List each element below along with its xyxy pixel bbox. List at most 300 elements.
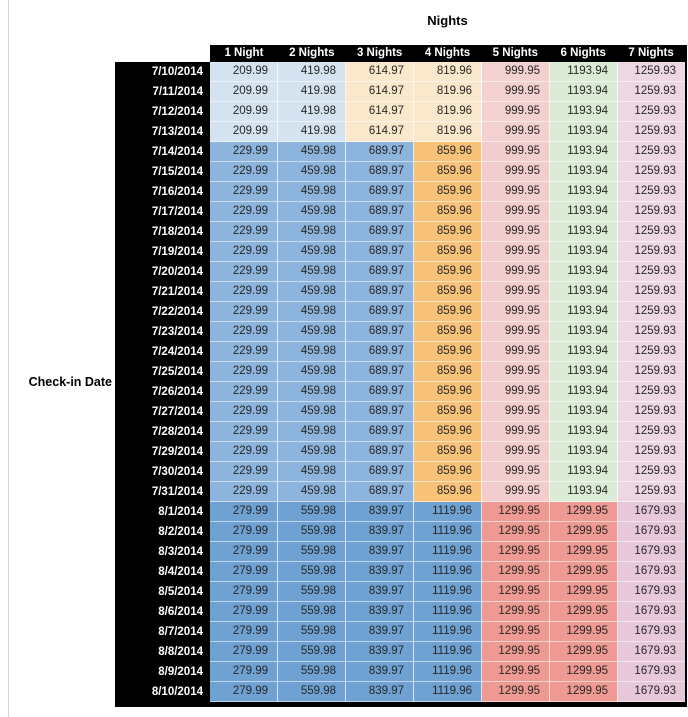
price-cell[interactable]: 279.99 (210, 682, 278, 702)
price-cell[interactable]: 1299.95 (482, 622, 550, 642)
price-cell[interactable]: 559.98 (278, 662, 346, 682)
price-cell[interactable]: 1679.93 (618, 582, 685, 602)
table-row (115, 362, 685, 382)
price-cell[interactable]: 689.97 (346, 142, 414, 162)
price-cell[interactable]: 1299.95 (482, 502, 550, 522)
price-cell[interactable]: 999.95 (482, 402, 550, 422)
table-row (115, 442, 685, 462)
price-cell[interactable]: 1119.96 (414, 542, 482, 562)
price-cell[interactable]: 1259.93 (618, 382, 685, 402)
price-cell[interactable]: 1259.93 (618, 242, 685, 262)
checkin-date-cell[interactable]: 7/14/2014 (115, 142, 210, 162)
price-cell[interactable]: 999.95 (482, 102, 550, 122)
price-cell[interactable]: 839.97 (346, 622, 414, 642)
price-cell[interactable]: 999.95 (482, 382, 550, 402)
table-row (115, 642, 685, 662)
price-cell[interactable]: 839.97 (346, 602, 414, 622)
price-cell[interactable]: 1193.94 (550, 422, 618, 442)
price-cell[interactable]: 1193.94 (550, 362, 618, 382)
price-cell[interactable]: 279.99 (210, 522, 278, 542)
price-cell[interactable]: 1193.94 (550, 162, 618, 182)
table-row (115, 202, 685, 222)
price-cell[interactable]: 559.98 (278, 582, 346, 602)
price-cell[interactable]: 1259.93 (618, 222, 685, 242)
price-cell[interactable]: 209.99 (210, 82, 278, 102)
price-cell[interactable]: 1119.96 (414, 622, 482, 642)
price-cell[interactable]: 1679.93 (618, 642, 685, 662)
table-row (115, 682, 685, 702)
price-cell[interactable]: 229.99 (210, 482, 278, 502)
price-cell[interactable]: 689.97 (346, 442, 414, 462)
price-cell[interactable]: 689.97 (346, 302, 414, 322)
price-cell[interactable]: 689.97 (346, 482, 414, 502)
price-cell[interactable]: 999.95 (482, 282, 550, 302)
price-cell[interactable]: 839.97 (346, 542, 414, 562)
price-cell[interactable]: 459.98 (278, 222, 346, 242)
price-cell[interactable]: 459.98 (278, 382, 346, 402)
price-cell[interactable]: 1679.93 (618, 542, 685, 562)
price-cell[interactable]: 1299.95 (482, 602, 550, 622)
price-cell[interactable]: 689.97 (346, 182, 414, 202)
price-cell[interactable]: 1259.93 (618, 302, 685, 322)
price-cell[interactable]: 1299.95 (550, 582, 618, 602)
price-cell[interactable]: 1299.95 (550, 502, 618, 522)
price-cell[interactable]: 1193.94 (550, 122, 618, 142)
checkin-date-cell[interactable]: 7/30/2014 (115, 462, 210, 482)
price-cell[interactable]: 689.97 (346, 202, 414, 222)
price-cell[interactable]: 839.97 (346, 682, 414, 702)
price-cell[interactable]: 1193.94 (550, 222, 618, 242)
price-cell[interactable]: 1259.93 (618, 142, 685, 162)
checkin-date-cell[interactable]: 7/22/2014 (115, 302, 210, 322)
checkin-date-cell[interactable]: 8/5/2014 (115, 582, 210, 602)
price-cell[interactable]: 229.99 (210, 142, 278, 162)
price-table (115, 45, 687, 707)
price-cell[interactable]: 819.96 (414, 82, 482, 102)
price-cell[interactable]: 859.96 (414, 422, 482, 442)
price-cell[interactable]: 839.97 (346, 662, 414, 682)
price-cell[interactable]: 1193.94 (550, 322, 618, 342)
price-cell[interactable]: 859.96 (414, 282, 482, 302)
price-cell[interactable]: 1679.93 (618, 502, 685, 522)
price-cell[interactable]: 999.95 (482, 142, 550, 162)
price-cell[interactable]: 859.96 (414, 382, 482, 402)
price-cell[interactable]: 859.96 (414, 362, 482, 382)
price-cell[interactable]: 689.97 (346, 422, 414, 442)
table-row (115, 302, 685, 322)
price-cell[interactable]: 999.95 (482, 182, 550, 202)
table-row (115, 482, 685, 502)
price-cell[interactable]: 999.95 (482, 422, 550, 442)
price-cell[interactable]: 459.98 (278, 242, 346, 262)
price-cell[interactable]: 1299.95 (482, 562, 550, 582)
price-cell[interactable]: 459.98 (278, 182, 346, 202)
price-cell[interactable]: 1259.93 (618, 282, 685, 302)
price-cell[interactable]: 1259.93 (618, 442, 685, 462)
price-cell[interactable]: 839.97 (346, 562, 414, 582)
table-row (115, 422, 685, 442)
checkin-date-cell[interactable]: 7/17/2014 (115, 202, 210, 222)
table-row (115, 122, 685, 142)
price-cell[interactable]: 1259.93 (618, 482, 685, 502)
price-cell[interactable]: 999.95 (482, 122, 550, 142)
table-row (115, 502, 685, 522)
price-cell[interactable]: 279.99 (210, 542, 278, 562)
price-cell[interactable]: 419.98 (278, 102, 346, 122)
price-cell[interactable]: 1679.93 (618, 662, 685, 682)
checkin-date-cell[interactable]: 7/23/2014 (115, 322, 210, 342)
price-cell[interactable]: 459.98 (278, 282, 346, 302)
table-header-row (210, 45, 685, 62)
price-cell[interactable]: 459.98 (278, 302, 346, 322)
price-cell[interactable]: 859.96 (414, 302, 482, 322)
price-cell[interactable]: 459.98 (278, 462, 346, 482)
price-cell[interactable]: 1193.94 (550, 202, 618, 222)
price-cell[interactable]: 279.99 (210, 562, 278, 582)
columns-axis-title: Nights (427, 13, 468, 28)
price-cell[interactable]: 1193.94 (550, 482, 618, 502)
price-cell[interactable]: 279.99 (210, 502, 278, 522)
table-row (115, 102, 685, 122)
price-cell[interactable]: 839.97 (346, 502, 414, 522)
price-cell[interactable]: 999.95 (482, 482, 550, 502)
table-row (115, 402, 685, 422)
price-cell[interactable]: 999.95 (482, 362, 550, 382)
price-cell[interactable]: 559.98 (278, 622, 346, 642)
price-cell[interactable]: 1259.93 (618, 162, 685, 182)
price-cell[interactable]: 229.99 (210, 422, 278, 442)
checkin-date-cell[interactable]: 8/4/2014 (115, 562, 210, 582)
table-row (115, 222, 685, 242)
table-row (115, 342, 685, 362)
price-cell[interactable]: 859.96 (414, 322, 482, 342)
price-cell[interactable]: 999.95 (482, 262, 550, 282)
price-cell[interactable]: 614.97 (346, 122, 414, 142)
price-cell[interactable]: 999.95 (482, 242, 550, 262)
price-cell[interactable]: 419.98 (278, 82, 346, 102)
checkin-date-cell[interactable]: 7/21/2014 (115, 282, 210, 302)
checkin-date-cell[interactable]: 8/8/2014 (115, 642, 210, 662)
column-header-cell[interactable]: 6 Nights (560, 47, 606, 59)
column-header-cell[interactable]: 3 Nights (356, 47, 403, 59)
price-cell[interactable]: 614.97 (346, 62, 414, 82)
checkin-date-cell[interactable]: 7/26/2014 (115, 382, 210, 402)
price-cell[interactable]: 1299.95 (482, 642, 550, 662)
price-cell[interactable]: 1193.94 (550, 342, 618, 362)
checkin-date-cell[interactable]: 7/28/2014 (115, 422, 210, 442)
price-cell[interactable]: 1299.95 (482, 582, 550, 602)
checkin-date-cell[interactable]: 8/10/2014 (115, 682, 210, 702)
pane-divider-line (8, 0, 9, 717)
price-cell[interactable]: 859.96 (414, 342, 482, 362)
price-cell[interactable]: 279.99 (210, 582, 278, 602)
price-cell[interactable]: 419.98 (278, 62, 346, 82)
price-cell[interactable]: 1193.94 (550, 462, 618, 482)
price-cell[interactable]: 1193.94 (550, 182, 618, 202)
price-cell[interactable]: 229.99 (210, 402, 278, 422)
table-row (115, 582, 685, 602)
checkin-date-cell[interactable]: 8/3/2014 (115, 542, 210, 562)
price-cell[interactable]: 559.98 (278, 602, 346, 622)
table-row (115, 322, 685, 342)
checkin-date-cell[interactable]: 7/12/2014 (115, 102, 210, 122)
price-cell[interactable]: 459.98 (278, 162, 346, 182)
table-row (115, 82, 685, 102)
price-cell[interactable]: 1193.94 (550, 82, 618, 102)
price-cell[interactable]: 459.98 (278, 322, 346, 342)
price-cell[interactable]: 999.95 (482, 342, 550, 362)
price-cell[interactable]: 1259.93 (618, 462, 685, 482)
price-cell[interactable]: 999.95 (482, 82, 550, 102)
price-cell[interactable]: 859.96 (414, 482, 482, 502)
table-row (115, 262, 685, 282)
price-cell[interactable]: 999.95 (482, 62, 550, 82)
price-cell[interactable]: 229.99 (210, 162, 278, 182)
price-cell[interactable]: 689.97 (346, 222, 414, 242)
checkin-date-cell[interactable]: 7/27/2014 (115, 402, 210, 422)
price-cell[interactable]: 839.97 (346, 642, 414, 662)
price-cell[interactable]: 1299.95 (482, 662, 550, 682)
price-cell[interactable]: 1193.94 (550, 302, 618, 322)
price-cell[interactable]: 689.97 (346, 402, 414, 422)
price-cell[interactable]: 1193.94 (550, 402, 618, 422)
price-cell[interactable]: 1299.95 (550, 522, 618, 542)
price-cell[interactable]: 1259.93 (618, 182, 685, 202)
price-cell[interactable]: 209.99 (210, 102, 278, 122)
checkin-date-cell[interactable]: 7/29/2014 (115, 442, 210, 462)
price-cell[interactable]: 1259.93 (618, 82, 685, 102)
price-cell[interactable]: 209.99 (210, 62, 278, 82)
price-cell[interactable]: 859.96 (414, 462, 482, 482)
price-cell[interactable]: 209.99 (210, 122, 278, 142)
price-cell[interactable]: 279.99 (210, 662, 278, 682)
table-row (115, 162, 685, 182)
price-cell[interactable]: 689.97 (346, 282, 414, 302)
price-cell[interactable]: 689.97 (346, 362, 414, 382)
price-cell[interactable]: 229.99 (210, 202, 278, 222)
price-cell[interactable]: 229.99 (210, 302, 278, 322)
table-row (115, 282, 685, 302)
table-row (115, 542, 685, 562)
price-cell[interactable]: 859.96 (414, 442, 482, 462)
price-cell[interactable]: 229.99 (210, 182, 278, 202)
price-cell[interactable]: 229.99 (210, 442, 278, 462)
checkin-date-cell[interactable]: 7/10/2014 (115, 62, 210, 82)
checkin-date-cell[interactable]: 7/24/2014 (115, 342, 210, 362)
checkin-date-cell[interactable]: 7/11/2014 (115, 82, 210, 102)
price-cell[interactable]: 1299.95 (550, 622, 618, 642)
price-cell[interactable]: 1119.96 (414, 582, 482, 602)
column-header-cell[interactable]: 7 Nights (628, 47, 674, 59)
price-cell[interactable]: 1119.96 (414, 682, 482, 702)
price-cell[interactable]: 1193.94 (550, 242, 618, 262)
price-cell[interactable]: 559.98 (278, 642, 346, 662)
price-cell[interactable]: 1259.93 (618, 362, 685, 382)
price-cell[interactable]: 1679.93 (618, 622, 685, 642)
price-cell[interactable]: 819.96 (414, 122, 482, 142)
price-cell[interactable]: 1299.95 (550, 642, 618, 662)
price-cell[interactable]: 1193.94 (550, 442, 618, 462)
price-cell[interactable]: 1259.93 (618, 102, 685, 122)
checkin-date-cell[interactable]: 8/9/2014 (115, 662, 210, 682)
column-header-cell[interactable]: 1 Night (224, 47, 264, 59)
price-cell[interactable]: 1679.93 (618, 522, 685, 542)
price-cell[interactable]: 859.96 (414, 182, 482, 202)
price-cell[interactable]: 1259.93 (618, 322, 685, 342)
price-cell[interactable]: 1299.95 (550, 542, 618, 562)
checkin-date-cell[interactable]: 7/25/2014 (115, 362, 210, 382)
price-cell[interactable]: 689.97 (346, 342, 414, 362)
checkin-date-cell[interactable]: 7/15/2014 (115, 162, 210, 182)
price-cell[interactable]: 1259.93 (618, 422, 685, 442)
checkin-date-cell[interactable]: 8/7/2014 (115, 622, 210, 642)
price-cell[interactable]: 229.99 (210, 242, 278, 262)
column-header-cell[interactable]: 5 Nights (492, 47, 539, 59)
table-row (115, 662, 685, 682)
price-cell[interactable]: 459.98 (278, 402, 346, 422)
price-cell[interactable]: 229.99 (210, 462, 278, 482)
price-cell[interactable]: 819.96 (414, 102, 482, 122)
price-cell[interactable]: 999.95 (482, 322, 550, 342)
price-cell[interactable]: 859.96 (414, 242, 482, 262)
checkin-date-cell[interactable]: 8/1/2014 (115, 502, 210, 522)
price-cell[interactable]: 1193.94 (550, 142, 618, 162)
price-cell[interactable]: 279.99 (210, 622, 278, 642)
table-row (115, 142, 685, 162)
table-row (115, 602, 685, 622)
price-cell[interactable]: 1193.94 (550, 62, 618, 82)
checkin-date-cell[interactable]: 8/2/2014 (115, 522, 210, 542)
checkin-date-cell[interactable]: 7/18/2014 (115, 222, 210, 242)
price-cell[interactable]: 839.97 (346, 522, 414, 542)
price-cell[interactable]: 689.97 (346, 242, 414, 262)
price-cell[interactable]: 1193.94 (550, 282, 618, 302)
price-cell[interactable]: 279.99 (210, 602, 278, 622)
price-cell[interactable]: 859.96 (414, 142, 482, 162)
price-cell[interactable]: 1119.96 (414, 642, 482, 662)
table-row (115, 382, 685, 402)
price-cell[interactable]: 1259.93 (618, 262, 685, 282)
price-cell[interactable]: 1119.96 (414, 662, 482, 682)
price-cell[interactable]: 1299.95 (550, 682, 618, 702)
price-cell[interactable]: 1679.93 (618, 682, 685, 702)
price-cell[interactable]: 859.96 (414, 222, 482, 242)
price-cell[interactable]: 229.99 (210, 382, 278, 402)
price-cell[interactable]: 1119.96 (414, 522, 482, 542)
price-cell[interactable]: 999.95 (482, 442, 550, 462)
price-cell[interactable]: 1119.96 (414, 562, 482, 582)
checkin-date-cell[interactable]: 7/13/2014 (115, 122, 210, 142)
price-cell[interactable]: 559.98 (278, 502, 346, 522)
price-cell[interactable]: 1299.95 (482, 542, 550, 562)
price-cell[interactable]: 859.96 (414, 202, 482, 222)
price-cell[interactable]: 1193.94 (550, 102, 618, 122)
price-cell[interactable]: 999.95 (482, 302, 550, 322)
price-cell[interactable]: 859.96 (414, 262, 482, 282)
table-bottom-border (115, 702, 685, 707)
price-cell[interactable]: 1299.95 (550, 602, 618, 622)
table-row (115, 462, 685, 482)
price-cell[interactable]: 859.96 (414, 162, 482, 182)
price-cell[interactable]: 459.98 (278, 442, 346, 462)
price-cell[interactable]: 839.97 (346, 582, 414, 602)
price-cell[interactable]: 1679.93 (618, 562, 685, 582)
price-cell[interactable]: 229.99 (210, 262, 278, 282)
price-cell[interactable]: 1299.95 (550, 662, 618, 682)
price-cell[interactable]: 1259.93 (618, 402, 685, 422)
price-cell[interactable]: 689.97 (346, 382, 414, 402)
price-cell[interactable]: 459.98 (278, 202, 346, 222)
checkin-date-cell[interactable]: 7/16/2014 (115, 182, 210, 202)
price-cell[interactable]: 229.99 (210, 362, 278, 382)
price-cell[interactable]: 459.98 (278, 362, 346, 382)
rows-axis-title: Check-in Date (28, 375, 112, 389)
price-cell[interactable]: 229.99 (210, 322, 278, 342)
checkin-date-cell[interactable]: 8/6/2014 (115, 602, 210, 622)
price-cell[interactable]: 229.99 (210, 222, 278, 242)
price-cell[interactable]: 1679.93 (618, 602, 685, 622)
price-cell[interactable]: 1119.96 (414, 502, 482, 522)
price-cell[interactable]: 819.96 (414, 62, 482, 82)
price-cell[interactable]: 999.95 (482, 462, 550, 482)
price-cell[interactable]: 1193.94 (550, 262, 618, 282)
price-cell[interactable]: 459.98 (278, 262, 346, 282)
price-cell[interactable]: 1259.93 (618, 62, 685, 82)
price-cell[interactable]: 689.97 (346, 162, 414, 182)
price-cell[interactable]: 1259.93 (618, 122, 685, 142)
price-cell[interactable]: 1259.93 (618, 202, 685, 222)
price-cell[interactable]: 689.97 (346, 462, 414, 482)
table-row (115, 522, 685, 542)
price-cell[interactable]: 689.97 (346, 322, 414, 342)
price-cell[interactable]: 559.98 (278, 522, 346, 542)
column-header-cell[interactable]: 4 Nights (424, 47, 471, 59)
price-cell[interactable]: 859.96 (414, 402, 482, 422)
price-cell[interactable]: 614.97 (346, 82, 414, 102)
price-cell[interactable]: 999.95 (482, 222, 550, 242)
price-cell[interactable]: 459.98 (278, 422, 346, 442)
price-cell[interactable]: 1299.95 (550, 562, 618, 582)
price-cell[interactable]: 229.99 (210, 342, 278, 362)
price-cell[interactable]: 1259.93 (618, 342, 685, 362)
checkin-date-cell[interactable]: 7/31/2014 (115, 482, 210, 502)
checkin-date-cell[interactable]: 7/19/2014 (115, 242, 210, 262)
price-cell[interactable]: 459.98 (278, 142, 346, 162)
price-cell[interactable]: 999.95 (482, 162, 550, 182)
price-cell[interactable]: 559.98 (278, 682, 346, 702)
column-header-cell[interactable]: 2 Nights (289, 47, 335, 59)
price-cell[interactable]: 229.99 (210, 282, 278, 302)
table-row (115, 562, 685, 582)
checkin-date-cell[interactable]: 7/20/2014 (115, 262, 210, 282)
table-row (115, 62, 685, 82)
price-cell[interactable]: 1193.94 (550, 382, 618, 402)
price-cell[interactable]: 459.98 (278, 482, 346, 502)
price-cell[interactable]: 1299.95 (482, 682, 550, 702)
price-cell[interactable]: 279.99 (210, 642, 278, 662)
price-cell[interactable]: 459.98 (278, 342, 346, 362)
price-cell[interactable]: 999.95 (482, 202, 550, 222)
price-cell[interactable]: 1299.95 (482, 522, 550, 542)
table-row (115, 242, 685, 262)
price-cell[interactable]: 614.97 (346, 102, 414, 122)
price-cell[interactable]: 1119.96 (414, 602, 482, 622)
price-cell[interactable]: 689.97 (346, 262, 414, 282)
price-cell[interactable]: 419.98 (278, 122, 346, 142)
table-row (115, 182, 685, 202)
price-cell[interactable]: 559.98 (278, 562, 346, 582)
price-cell[interactable]: 559.98 (278, 542, 346, 562)
